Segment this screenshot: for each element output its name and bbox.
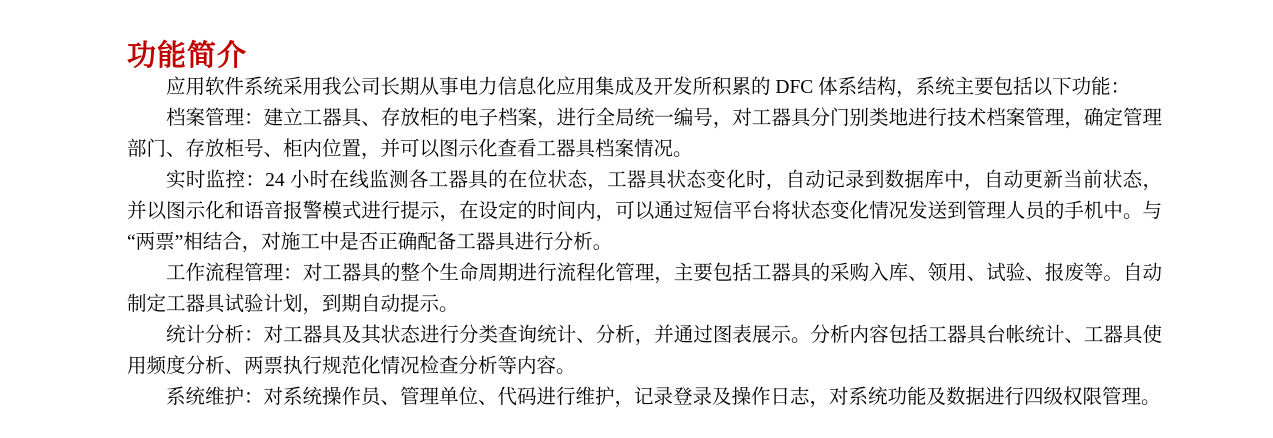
paragraph-system-maintenance: 系统维护：对系统操作员、管理单位、代码进行维护，记录登录及操作日志，对系统功能及数据进行四级权限管理。: [166, 387, 1161, 408]
paragraph-realtime-monitoring: 实时监控：24 小时在线监测各工器具的在位状态，工器具状态变化时，自动记录到数据库中，自动更新当前状态，并以图示化和语音报警模式进行提示，在设定的时间内，可以通过短信平台将状态变化情况发送到管理人员的手机中。与“两票”相结合，对施工中是否正确配备工器具进行分析。: [127, 170, 1162, 253]
paragraph-archive-management: 档案管理：建立工器具、存放柜的电子档案，进行全局统一编号，对工器具分门别类地进行技术档案管理，确定管理部门、存放柜号、柜内位置，并可以图示化查看工器具档案情况。: [127, 108, 1162, 160]
paragraph-intro: 应用软件系统采用我公司长期从事电力信息化应用集成及开发所积累的 DFC 体系结构，系统主要包括以下功能：: [166, 77, 1131, 98]
paragraph-statistical-analysis: 统计分析：对工器具及其状态进行分类查询统计、分析，并通过图表展示。分析内容包括工器具台帐统计、工器具使用频度分析、两票执行规范化情况检查分析等内容。: [127, 325, 1162, 377]
document-body: [127, 72, 1162, 413]
page-title: 功能简介: [127, 38, 248, 73]
paragraph-workflow-management: 工作流程管理：对工器具的整个生命周期进行流程化管理，主要包括工器具的采购入库、领用、试验、报废等。自动制定工器具试验计划，到期自动提示。: [127, 263, 1162, 315]
